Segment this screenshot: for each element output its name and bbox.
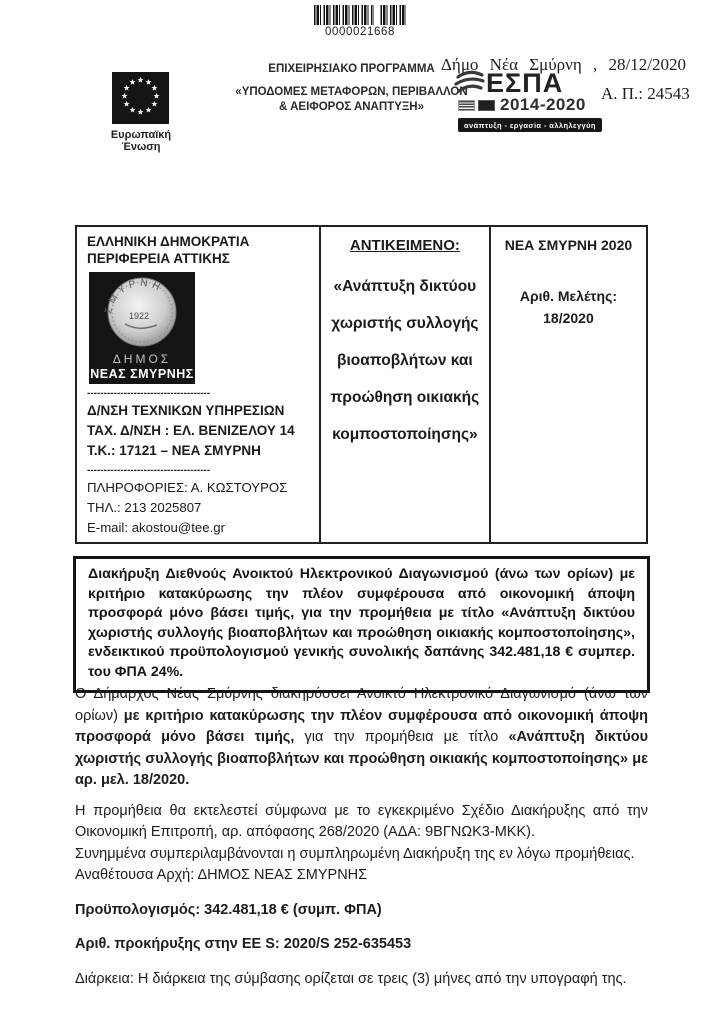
p1-segment-4: «Ανάπτυξη δικτύου χωριστής συλλογής βιοαποβλήτων και προώθηση οικιακής κομποστοποίησης» με αρ. μελ. 18/2020.	[75, 729, 649, 788]
programme-line3: & ΑΕΙΦΟΡΟΣ ΑΝΑΠΤΥΞΗ»	[279, 101, 424, 113]
study-number-label: Αριθ. Μελέτης:	[519, 288, 618, 304]
barcode-number: 0000021668	[325, 26, 395, 38]
contact-person-label: ΠΛΗΡΟΦΟΡΙΕΣ: Α. ΚΩΣΤΟΥΡΟΣ	[87, 480, 288, 495]
technical-dept-label: Δ/ΝΣΗ ΤΕΧΝΙΚΩΝ ΥΠΗΡΕΣΙΩΝ	[87, 403, 285, 418]
p1-segment-3: για την προμήθεια με τίτλο	[294, 729, 509, 745]
p1-segment-2: με κριτήριο κατακύρωσης την πλέον συμφέρουσα από οικονομική άποψη προσφορά μόνο βάσει τιμής,	[75, 707, 648, 745]
logo-municipality-label: ΝΕΑΣ ΣΜΥΡΝΗΣ	[90, 367, 194, 381]
programme-line1: ΕΠΙΧΕΙΡΗΣΙΑΚΟ ΠΡΟΓΡΑΜΜΑ	[268, 63, 435, 75]
barcode-icon	[314, 5, 406, 25]
subject-cell	[319, 227, 489, 542]
municipality-logo	[89, 272, 195, 384]
barcode-gap	[374, 5, 379, 25]
operational-programme-title	[233, 62, 470, 115]
hellenic-republic-label: ΕΛΛΗΝΙΚΗ ΔΗΜΟΚΡΑΤΙΑ	[87, 234, 250, 249]
contact-phone-label: ΤΗΛ.: 213 2025807	[87, 500, 202, 515]
header-info-table	[75, 225, 648, 544]
divider-dashes-top: -------------------------------------	[87, 389, 211, 399]
espa-tagline: ανάπτυξη - εργασία - αλληλεγγύη	[458, 118, 602, 132]
logo-dimos-label: ΔΗΜΟΣ	[112, 352, 172, 366]
subject-title: «Ανάπτυξη δικτύου χωριστής συλλογής βιοαποβλήτων και προώθηση οικιακής κομποστοποίησης»	[330, 278, 480, 443]
paragraph-attachments: Συνημμένα συμπεριλαμβάνονται η συμπληρωμένη Διακήρυξη της εν λόγω προμήθειας.	[75, 845, 635, 862]
coin-year: 1922	[128, 311, 150, 321]
duration-line: Διάρκεια: Η διάρκεια της σύμβασης ορίζεται σε τρεις (3) μήνες από την υπογραφή της.	[75, 970, 627, 987]
p1-segment-1: Ο Δήμαρχος Νέας Σμύρνης διακηρύσσει Ανοικτό Ηλεκτρονικό Διαγωνισμό (άνω των ορίων)	[75, 686, 648, 724]
document-body	[75, 684, 648, 990]
budget-line: Προϋπολογισμός: 342.481,18 € (συμπ. ΦΠΑ)	[75, 901, 382, 918]
eu-notice-number-line: Αριθ. προκήρυξης στην ΕΕ S: 2020/S 252-635453	[75, 936, 412, 952]
eu-flag-icon	[112, 72, 169, 124]
greek-flag-icon	[458, 100, 475, 111]
protocol-stamp-number: Α. Π.: 24543	[601, 84, 690, 103]
postal-address-label: ΤΑΧ. Δ/ΝΣΗ : ΕΛ. ΒΕΝΙΖΕΛΟΥ 14	[87, 423, 295, 438]
paragraph-announcement	[75, 684, 648, 792]
postal-code-label: Τ.Κ.: 17121 – ΝΕΑ ΣΜΥΡΝΗ	[87, 443, 261, 458]
divider-dashes-bottom: -------------------------------------	[87, 466, 211, 476]
project-year-label: ΝΕΑ ΣΜΥΡΝΗ 2020	[504, 237, 633, 253]
eu-mini-flag-icon	[478, 100, 495, 111]
paragraph-contracting-authority: Αναθέτουσα Αρχή: ΔΗΜΟΣ ΝΕΑΣ ΣΜΥΡΝΗΣ	[75, 867, 368, 883]
paragraph-approval: Η προμήθεια θα εκτελεστεί σύμφωνα με το εγκεκριμένο Σχέδιο Διακήρυξης από την Οικονομική Επιτροπή, αρ. απόφασης 268/2020 (ΑΔΑ: 9ΒΓΝΩΚ3-ΜΚΚ).	[75, 802, 648, 840]
protocol-stamp-date: Δήμο Νέα Σμύρνη , 28/12/2020	[441, 55, 686, 74]
programme-line2: «ΥΠΟΔΟΜΕΣ ΜΕΤΑΦΟΡΩΝ, ΠΕΡΙΒΑΛΛΟΝ	[235, 86, 468, 98]
tender-notice-box: Διακήρυξη Διεθνούς Ανοικτού Ηλεκτρονικού Διαγωνισμού (άνω των ορίων) με κριτήριο κατακύρωσης την πλέον συμφέρουσα από οικονομική άποψη προσφορά μόνο βάσει τιμής, για την προμήθεια με τίτλο «Ανάπτυξη δικτύου χωριστής συλλογής βιοαποβλήτων και προώθηση οικιακής κομποστοποίησης», ενδεικτικού προϋπολογισμού γενικής συνολικής δαπάνης 342.481,18 € συμπερ. του ΦΠΑ 24%.	[73, 556, 650, 693]
study-number-value: 18/2020	[543, 310, 594, 326]
espa-period: 2014-2020	[500, 95, 586, 114]
coin-arc-text: ΣΜΥΡΝΗ	[102, 277, 166, 315]
contact-email-label: E-mail: akostou@tee.gr	[87, 520, 225, 535]
authority-cell	[77, 227, 319, 542]
attica-region-label: ΠΕΡΙΦΕΡΕΙΑ ΑΤΤΙΚΗΣ	[87, 251, 230, 266]
eu-flag-caption: Ευρωπαϊκή Ένωση	[110, 129, 172, 153]
subject-heading: ΑΝΤΙΚΕΙΜΕΝΟ:	[349, 237, 460, 254]
espa-logo	[452, 68, 596, 132]
espa-name: ΕΣΠΑ	[486, 68, 564, 98]
study-cell	[489, 227, 646, 542]
